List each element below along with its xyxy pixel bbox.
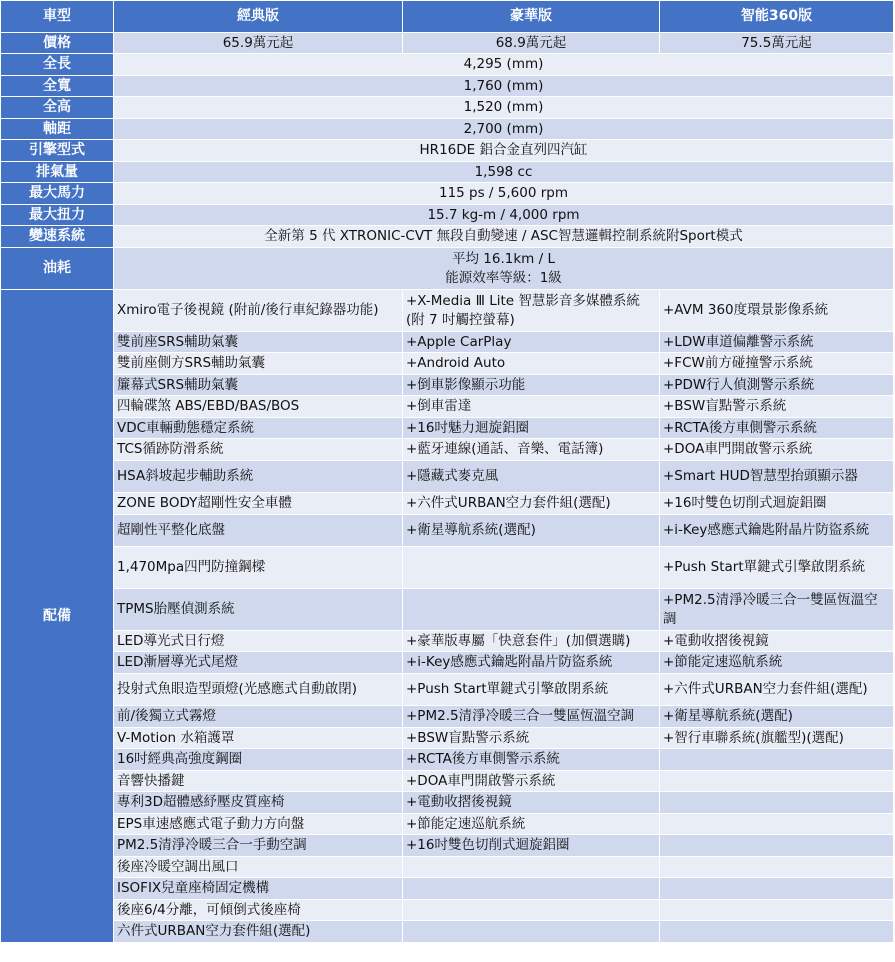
torque-row <box>1 205 894 226</box>
engine-label: 引擎型式 <box>1 140 114 162</box>
equipment-smart360 <box>660 921 894 943</box>
trim-header-luxury: 豪華版 <box>403 1 660 33</box>
equipment-smart360: +PM2.5清淨冷暖三合一雙區恆溫空調 <box>660 589 894 631</box>
equipment-classic: VDC車輛動態穩定系統 <box>114 418 403 439</box>
equipment-luxury: +衛星導航系統(選配) <box>403 515 660 547</box>
equipment-smart360 <box>660 835 894 857</box>
trim-header-classic: 經典版 <box>114 1 403 33</box>
equipment-row <box>1 515 894 547</box>
equipment-row <box>1 652 894 674</box>
engine-row <box>1 140 894 162</box>
price-luxury: 68.9萬元起 <box>403 33 660 54</box>
equipment-classic: 簾幕式SRS輔助氣囊 <box>114 375 403 396</box>
equipment-row <box>1 461 894 493</box>
equipment-classic: TPMS胎壓偵測系統 <box>114 589 403 631</box>
equipment-row <box>1 290 894 332</box>
equipment-classic: 前/後獨立式霧燈 <box>114 706 403 728</box>
height-value: 1,520 (mm) <box>114 97 894 119</box>
equipment-row <box>1 589 894 631</box>
equipment-luxury: +Android Auto <box>403 353 660 375</box>
equipment-classic: ZONE BODY超剛性安全車體 <box>114 493 403 515</box>
equipment-luxury <box>403 547 660 589</box>
equipment-classic: 專利3D超體感紓壓皮質座椅 <box>114 792 403 814</box>
equipment-luxury: +節能定速巡航系統 <box>403 814 660 835</box>
equipment-row <box>1 921 894 943</box>
equipment-luxury <box>403 921 660 943</box>
equipment-smart360: +BSW盲點警示系統 <box>660 396 894 418</box>
equipment-smart360: +AVM 360度環景影像系統 <box>660 290 894 332</box>
wheelbase-label: 軸距 <box>1 119 114 140</box>
wheelbase-row <box>1 119 894 140</box>
engine-value: HR16DE 鋁合金直列四汽缸 <box>114 140 894 162</box>
equipment-row <box>1 857 894 878</box>
equipment-row <box>1 631 894 652</box>
torque-label: 最大扭力 <box>1 205 114 226</box>
equipment-row <box>1 396 894 418</box>
width-row <box>1 76 894 97</box>
price-row <box>1 33 894 54</box>
equipment-luxury: +六件式URBAN空力套件組(選配) <box>403 493 660 515</box>
equipment-classic: PM2.5清淨冷暖三合一手動空調 <box>114 835 403 857</box>
equipment-row <box>1 728 894 749</box>
equipment-row <box>1 439 894 461</box>
torque-value: 15.7 kg-m / 4,000 rpm <box>114 205 894 226</box>
height-label: 全高 <box>1 97 114 119</box>
width-value: 1,760 (mm) <box>114 76 894 97</box>
equipment-smart360: +衛星導航系統(選配) <box>660 706 894 728</box>
equipment-row <box>1 353 894 375</box>
equipment-luxury <box>403 900 660 921</box>
equipment-smart360 <box>660 900 894 921</box>
price-classic: 65.9萬元起 <box>114 33 403 54</box>
equipment-luxury: +16吋魅力迴旋鋁圈 <box>403 418 660 439</box>
length-row <box>1 54 894 76</box>
equipment-row <box>1 814 894 835</box>
equipment-row <box>1 835 894 857</box>
equipment-row <box>1 749 894 771</box>
equipment-smart360 <box>660 857 894 878</box>
equipment-classic: V-Motion 水箱護罩 <box>114 728 403 749</box>
equipment-luxury: +倒車影像顯示功能 <box>403 375 660 396</box>
equipment-classic: 六件式URBAN空力套件組(選配) <box>114 921 403 943</box>
power-row <box>1 183 894 205</box>
displacement-label: 排氣量 <box>1 162 114 183</box>
equipment-row <box>1 332 894 353</box>
equipment-smart360: +智行車聯系統(旗艦型)(選配) <box>660 728 894 749</box>
equipment-smart360 <box>660 792 894 814</box>
equipment-luxury: +隱藏式麥克風 <box>403 461 660 493</box>
equipment-smart360: +Smart HUD智慧型抬頭顯示器 <box>660 461 894 493</box>
width-label: 全寬 <box>1 76 114 97</box>
equipment-classic: TCS循跡防滑系統 <box>114 439 403 461</box>
equipment-classic: 16吋經典高強度鋼圈 <box>114 749 403 771</box>
equipment-luxury: +i-Key感應式鑰匙附晶片防盜系統 <box>403 652 660 674</box>
equipment-row <box>1 771 894 792</box>
power-value: 115 ps / 5,600 rpm <box>114 183 894 205</box>
equipment-luxury: +Apple CarPlay <box>403 332 660 353</box>
equipment-row <box>1 493 894 515</box>
equipment-classic: 後座6/4分離，可傾倒式後座椅 <box>114 900 403 921</box>
equipment-row <box>1 674 894 706</box>
equipment-smart360: +DOA車門開啟警示系統 <box>660 439 894 461</box>
equipment-classic: LED導光式日行燈 <box>114 631 403 652</box>
equipment-smart360: +六件式URBAN空力套件組(選配) <box>660 674 894 706</box>
equipment-luxury: +DOA車門開啟警示系統 <box>403 771 660 792</box>
equipment-luxury: +PM2.5清淨冷暖三合一雙區恆溫空調 <box>403 706 660 728</box>
equipment-classic: 音響快播鍵 <box>114 771 403 792</box>
equipment-row <box>1 375 894 396</box>
equipment-smart360 <box>660 878 894 900</box>
equipment-smart360: +i-Key感應式鑰匙附晶片防盜系統 <box>660 515 894 547</box>
equipment-section <box>1 290 894 943</box>
price-label: 價格 <box>1 33 114 54</box>
equipment-label: 配備 <box>1 290 114 943</box>
equipment-classic: ISOFIX兒童座椅固定機構 <box>114 878 403 900</box>
fuel-value <box>114 248 894 290</box>
equipment-smart360: +RCTA後方車側警示系統 <box>660 418 894 439</box>
length-label: 全長 <box>1 54 114 76</box>
equipment-luxury: +RCTA後方車側警示系統 <box>403 749 660 771</box>
equipment-row <box>1 792 894 814</box>
equipment-luxury <box>403 589 660 631</box>
equipment-classic: 投射式魚眼造型頭燈(光感應式自動啟閉) <box>114 674 403 706</box>
equipment-luxury: +BSW盲點警示系統 <box>403 728 660 749</box>
equipment-smart360: +LDW車道偏離警示系統 <box>660 332 894 353</box>
wheelbase-value: 2,700 (mm) <box>114 119 894 140</box>
equipment-luxury <box>403 857 660 878</box>
height-row <box>1 97 894 119</box>
equipment-luxury: +電動收摺後視鏡 <box>403 792 660 814</box>
equipment-luxury: +豪華版專屬「快意套件」(加價選購) <box>403 631 660 652</box>
equipment-row <box>1 900 894 921</box>
fuel-row <box>1 248 894 290</box>
equipment-smart360 <box>660 771 894 792</box>
equipment-classic: 雙前座SRS輔助氣囊 <box>114 332 403 353</box>
equipment-smart360 <box>660 749 894 771</box>
equipment-smart360: +Push Start單鍵式引擎啟閉系統 <box>660 547 894 589</box>
equipment-classic: 雙前座側方SRS輔助氣囊 <box>114 353 403 375</box>
equipment-classic: 超剛性平整化底盤 <box>114 515 403 547</box>
equipment-luxury: +倒車雷達 <box>403 396 660 418</box>
equipment-luxury: +Push Start單鍵式引擎啟閉系統 <box>403 674 660 706</box>
equipment-classic: 後座冷暖空調出風口 <box>114 857 403 878</box>
equipment-smart360: +PDW行人偵測警示系統 <box>660 375 894 396</box>
fuel-efficiency-grade: 能源效率等級：1級 <box>445 269 562 286</box>
equipment-classic: LED漸層導光式尾燈 <box>114 652 403 674</box>
equipment-row <box>1 418 894 439</box>
equipment-classic: 1,470Mpa四門防撞鋼樑 <box>114 547 403 589</box>
equipment-smart360: +節能定速巡航系統 <box>660 652 894 674</box>
equipment-classic: 四輪碟煞 ABS/EBD/BAS/BOS <box>114 396 403 418</box>
fuel-average: 平均 16.1km / L <box>452 250 555 267</box>
price-smart360: 75.5萬元起 <box>660 33 894 54</box>
transmission-row <box>1 226 894 248</box>
equipment-row <box>1 547 894 589</box>
displacement-row <box>1 162 894 183</box>
equipment-classic: HSA斜坡起步輔助系統 <box>114 461 403 493</box>
displacement-value: 1,598 cc <box>114 162 894 183</box>
equipment-smart360 <box>660 814 894 835</box>
equipment-classic: EPS車速感應式電子動力方向盤 <box>114 814 403 835</box>
length-value: 4,295 (mm) <box>114 54 894 76</box>
power-label: 最大馬力 <box>1 183 114 205</box>
equipment-classic: Xmiro電子後視鏡 (附前/後行車紀錄器功能) <box>114 290 403 332</box>
fuel-label: 油耗 <box>1 248 114 290</box>
model-header: 車型 <box>1 1 114 33</box>
transmission-label: 變速系統 <box>1 226 114 248</box>
equipment-luxury: +藍牙連線(通話、音樂、電話簿) <box>403 439 660 461</box>
trim-header-smart360: 智能360版 <box>660 1 894 33</box>
equipment-smart360: +FCW前方碰撞警示系統 <box>660 353 894 375</box>
equipment-luxury <box>403 878 660 900</box>
equipment-row <box>1 878 894 900</box>
transmission-value: 全新第 5 代 XTRONIC-CVT 無段自動變速 / ASC智慧邏輯控制系統附Sport模式 <box>114 226 894 248</box>
equipment-smart360: +16吋雙色切削式迴旋鋁圈 <box>660 493 894 515</box>
header-row <box>1 1 894 33</box>
equipment-smart360: +電動收摺後視鏡 <box>660 631 894 652</box>
equipment-row <box>1 706 894 728</box>
equipment-luxury: +16吋雙色切削式迴旋鋁圈 <box>403 835 660 857</box>
equipment-luxury: +X-Media Ⅲ Lite 智慧影音多媒體系統(附 7 吋觸控螢幕) <box>403 290 660 332</box>
